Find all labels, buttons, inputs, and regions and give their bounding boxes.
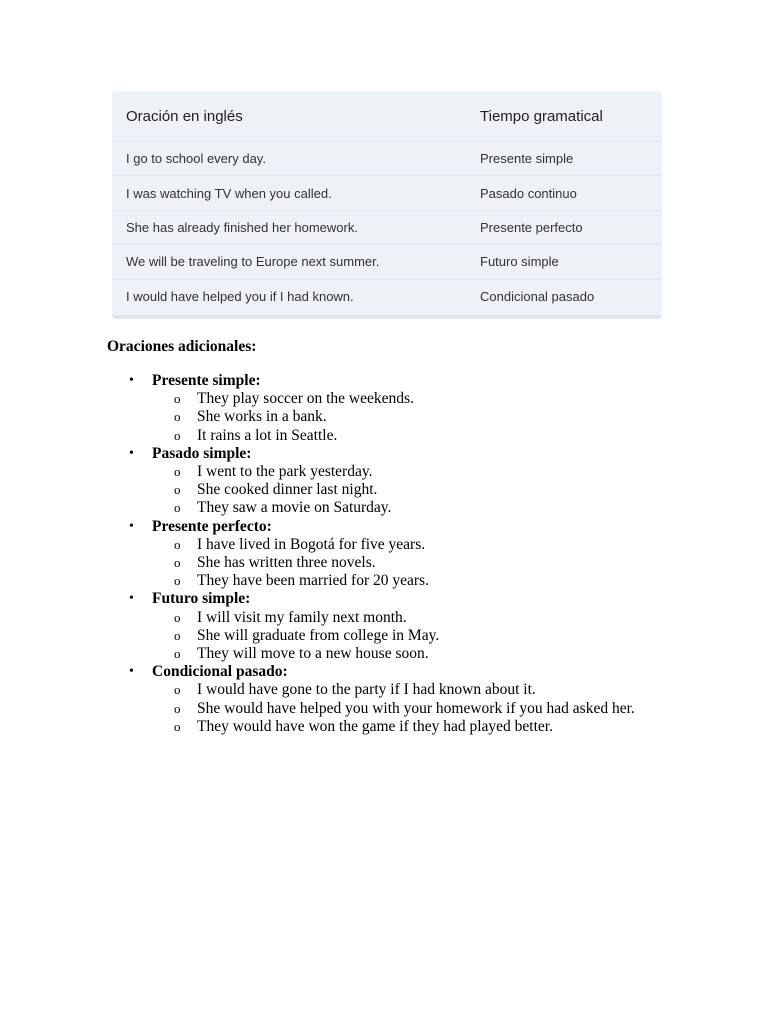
- circle-bullet-icon: o: [174, 536, 181, 552]
- example-sentence: I will visit my family next month.: [197, 608, 407, 626]
- circle-bullet-icon: o: [174, 609, 181, 625]
- example-list: [152, 390, 635, 445]
- bullet-icon: •: [129, 518, 134, 534]
- list-item: [152, 572, 635, 590]
- list-item-group: [107, 663, 635, 736]
- bullet-icon: •: [129, 373, 134, 388]
- example-sentence: I have lived in Bogotá for five years.: [197, 535, 426, 553]
- table-row: [112, 210, 662, 244]
- example-sentence: She has written three novels.: [197, 554, 376, 572]
- header-sentence: Oración en inglés: [126, 107, 243, 125]
- row-sentence: I was watching TV when you called.: [126, 185, 332, 201]
- group-label: Presente perfecto:: [152, 517, 272, 535]
- example-sentence: She will graduate from college in May.: [197, 626, 440, 644]
- table-bottom-edge: [112, 315, 662, 319]
- example-sentence: They will move to a new house soon.: [197, 645, 429, 663]
- list-item: [152, 645, 635, 663]
- list-item: [152, 499, 635, 517]
- group-label: Futuro simple:: [152, 590, 251, 608]
- table-header-row: [112, 91, 662, 141]
- example-sentence: They have been married for 20 years.: [197, 572, 429, 590]
- row-tense: Presente perfecto: [480, 219, 583, 235]
- list-item: [152, 627, 635, 645]
- group-label: Condicional pasado:: [152, 663, 288, 681]
- list-item-group: [107, 590, 635, 663]
- list-item: [152, 700, 635, 718]
- list-item: [152, 390, 635, 408]
- list-item: [152, 481, 635, 499]
- group-label: Presente simple:: [152, 372, 261, 389]
- example-list: [152, 536, 635, 591]
- list-item: [152, 718, 635, 736]
- circle-bullet-icon: o: [174, 391, 181, 407]
- section-title: Oraciones adicionales:: [107, 338, 257, 355]
- example-sentence: They would have won the game if they had played better.: [197, 717, 553, 735]
- example-sentence: They play soccer on the weekends.: [197, 390, 414, 408]
- example-sentence: I would have gone to the party if I had known about it.: [197, 681, 536, 699]
- list-item-group: [107, 445, 635, 518]
- example-list: [152, 681, 635, 736]
- circle-bullet-icon: o: [174, 500, 181, 516]
- bullet-icon: •: [129, 445, 134, 461]
- row-sentence: I go to school every day.: [126, 151, 266, 167]
- circle-bullet-icon: o: [174, 482, 181, 498]
- row-sentence: I would have helped you if I had known.: [126, 288, 354, 304]
- circle-bullet-icon: o: [174, 464, 181, 480]
- row-tense: Condicional pasado: [480, 288, 595, 304]
- circle-bullet-icon: o: [174, 700, 181, 716]
- row-tense: Presente simple: [480, 151, 574, 167]
- circle-bullet-icon: o: [174, 682, 181, 698]
- row-tense: Futuro simple: [480, 254, 559, 270]
- tense-table-image: [112, 91, 662, 319]
- table-row: [112, 244, 662, 278]
- row-sentence: She has already finished her homework.: [126, 219, 358, 235]
- circle-bullet-icon: o: [174, 627, 181, 643]
- table-row: [112, 279, 662, 313]
- table-row: [112, 175, 662, 209]
- header-tense: Tiempo gramatical: [480, 107, 603, 125]
- list-item: [152, 427, 635, 445]
- circle-bullet-icon: o: [174, 573, 181, 589]
- list-item-group: [107, 372, 635, 445]
- circle-bullet-icon: o: [174, 555, 181, 571]
- bullet-icon: •: [129, 664, 134, 680]
- example-list: [152, 463, 635, 518]
- circle-bullet-icon: o: [174, 409, 181, 425]
- example-sentence: It rains a lot in Seattle.: [197, 426, 338, 444]
- example-sentence: She cooked dinner last night.: [197, 481, 378, 499]
- list-item: [152, 408, 635, 426]
- example-sentence: I went to the park yesterday.: [197, 463, 373, 481]
- list-item: [152, 609, 635, 627]
- bullet-icon: •: [129, 591, 134, 607]
- list-item: [152, 681, 635, 699]
- circle-bullet-icon: o: [174, 646, 181, 662]
- tense-groups-list: [107, 372, 635, 736]
- circle-bullet-icon: o: [174, 718, 181, 734]
- example-sentence: They saw a movie on Saturday.: [197, 499, 392, 517]
- list-item: [152, 554, 635, 572]
- example-sentence: She works in a bank.: [197, 408, 327, 426]
- list-item-group: [107, 518, 635, 591]
- list-item: [152, 463, 635, 481]
- example-sentence: She would have helped you with your homework if you had asked her.: [197, 699, 635, 717]
- list-item: [152, 536, 635, 554]
- row-sentence: We will be traveling to Europe next summer.: [126, 254, 380, 270]
- group-label: Pasado simple:: [152, 444, 252, 462]
- example-list: [152, 609, 635, 664]
- circle-bullet-icon: o: [174, 427, 181, 443]
- table-row: [112, 141, 662, 175]
- row-tense: Pasado continuo: [480, 185, 577, 201]
